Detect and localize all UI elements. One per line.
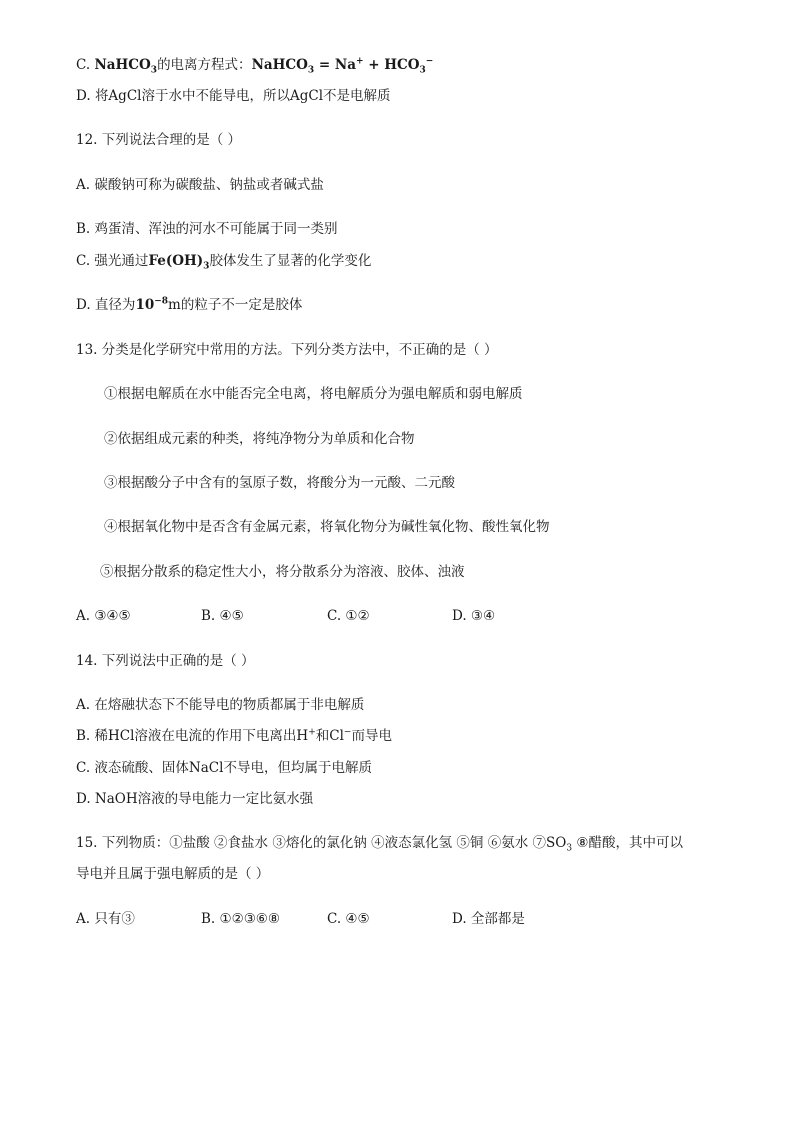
q11-c-text: 的电离方程式： xyxy=(157,57,252,73)
q12-d-base: 10 xyxy=(135,297,155,313)
q11-eq-left-sub: 3 xyxy=(307,65,315,76)
q12-d-exponent: −8 xyxy=(154,296,169,307)
q12-d-pre: D. 直径为 xyxy=(76,297,136,313)
q13-statement-3: ③根据酸分子中含有的氢原子数，将酸分为一元酸、二元酸 xyxy=(104,475,455,491)
q14-stem: 14. 下列说法中正确的是（ ） xyxy=(76,653,255,669)
q11-eq-right-sup: − xyxy=(425,56,434,67)
q12-d-post: m的粒子不一定是胶体 xyxy=(168,297,303,313)
q13-option-b: B. ④⑤ xyxy=(201,608,244,624)
q14-b-post: 而导电 xyxy=(351,728,392,744)
q11-option-d-text: 将AgCl溶于水中不能导电，所以AgCl不是电解质 xyxy=(94,88,391,104)
q12-c-formula-text: Fe(OH) xyxy=(148,253,204,269)
q11-eq-sup: + xyxy=(356,56,364,67)
q15-stem-line2: 导电并且属于强电解质的是（ ） xyxy=(76,866,270,882)
q13-option-d: D. ③④ xyxy=(452,608,496,624)
q13-statement-5: ⑤根据分散系的稳定性大小，将分散系分为溶液、胶体、浊液 xyxy=(100,564,465,580)
q13-statement-1: ①根据电解质在水中能否完全电离，将电解质分为强电解质和弱电解质 xyxy=(104,386,523,402)
q14-b-mid: 和Cl xyxy=(315,728,344,744)
q14-option-c: C. 液态硫酸、固体NaCl不导电，但均属于电解质 xyxy=(76,760,372,776)
q15-stem-line1 xyxy=(76,834,683,852)
q15-option-c: C. ④⑤ xyxy=(327,911,370,927)
q13-option-c: C. ①② xyxy=(327,608,370,624)
q11-c-equation xyxy=(251,56,434,76)
q15-option-d: D. 全部都是 xyxy=(452,911,525,927)
q12-option-d xyxy=(76,296,302,314)
q13-option-a: A. ③④⑤ xyxy=(76,608,131,624)
q11-c-formula-text: NaHCO xyxy=(94,57,151,73)
q13-stem: 13. 分类是化学研究中常用的方法。下列分类方法中，不正确的是（ ） xyxy=(76,342,498,358)
q11-option-d xyxy=(76,87,391,105)
q12-option-a: A. 碳酸钠可称为碳酸盐、钠盐或者碱式盐 xyxy=(76,177,324,193)
q11-option-c xyxy=(76,56,433,74)
q11-eq-mid: = Na xyxy=(314,57,356,73)
q11-option-c-label: C. xyxy=(76,57,91,73)
q12-c-formula xyxy=(148,253,210,272)
q14-b-pre: B. 稀HCl溶液在电流的作用下电离出H xyxy=(76,728,309,744)
q12-c-pre: C. 强光通过 xyxy=(76,253,149,269)
q14-option-d: D. NaOH溶液的导电能力一定比氨水强 xyxy=(76,791,314,807)
q12-option-b: B. 鸡蛋清、浑浊的河水不可能属于同一类别 xyxy=(76,221,338,237)
q14-option-a: A. 在熔融状态下不能导电的物质都属于非电解质 xyxy=(76,697,365,713)
q14-b-sup1: + xyxy=(308,727,316,738)
q14-option-b xyxy=(76,727,392,745)
q11-eq-left: NaHCO xyxy=(251,57,308,73)
q15-option-b: B. ①②③⑥⑧ xyxy=(201,911,281,927)
q15-stem-part1: 15. 下列物质：①盐酸 ②食盐水 ③熔化的氯化钠 ④液态氯化氢 ⑤铜 ⑥氨水 ⑦SO xyxy=(76,835,567,851)
q11-c-formula-sub: 3 xyxy=(150,65,158,76)
q11-option-d-label: D. xyxy=(76,88,91,104)
q12-stem: 12. 下列说法合理的是（ ） xyxy=(76,132,242,148)
q12-c-post: 胶体发生了显著的化学变化 xyxy=(209,253,372,269)
q11-eq-right: + HCO xyxy=(363,57,420,73)
q12-c-formula-sub: 3 xyxy=(203,261,210,272)
q15-option-a: A. 只有③ xyxy=(76,911,135,927)
q12-d-power xyxy=(135,297,168,313)
q15-stem-part2: ⑧醋酸，其中可以 xyxy=(572,835,683,851)
q15-stem-sub: 3 xyxy=(566,843,573,854)
q11-c-formula xyxy=(94,57,158,76)
q13-statement-4: ④根据氧化物中是否含有金属元素，将氧化物分为碱性氧化物、酸性氧化物 xyxy=(104,519,550,535)
q11-eq-right-sub: 3 xyxy=(419,65,426,76)
q14-b-sup2: − xyxy=(343,727,352,738)
q12-option-c xyxy=(76,252,371,270)
q13-statement-2: ②依据组成元素的种类，将纯净物分为单质和化合物 xyxy=(104,431,415,447)
